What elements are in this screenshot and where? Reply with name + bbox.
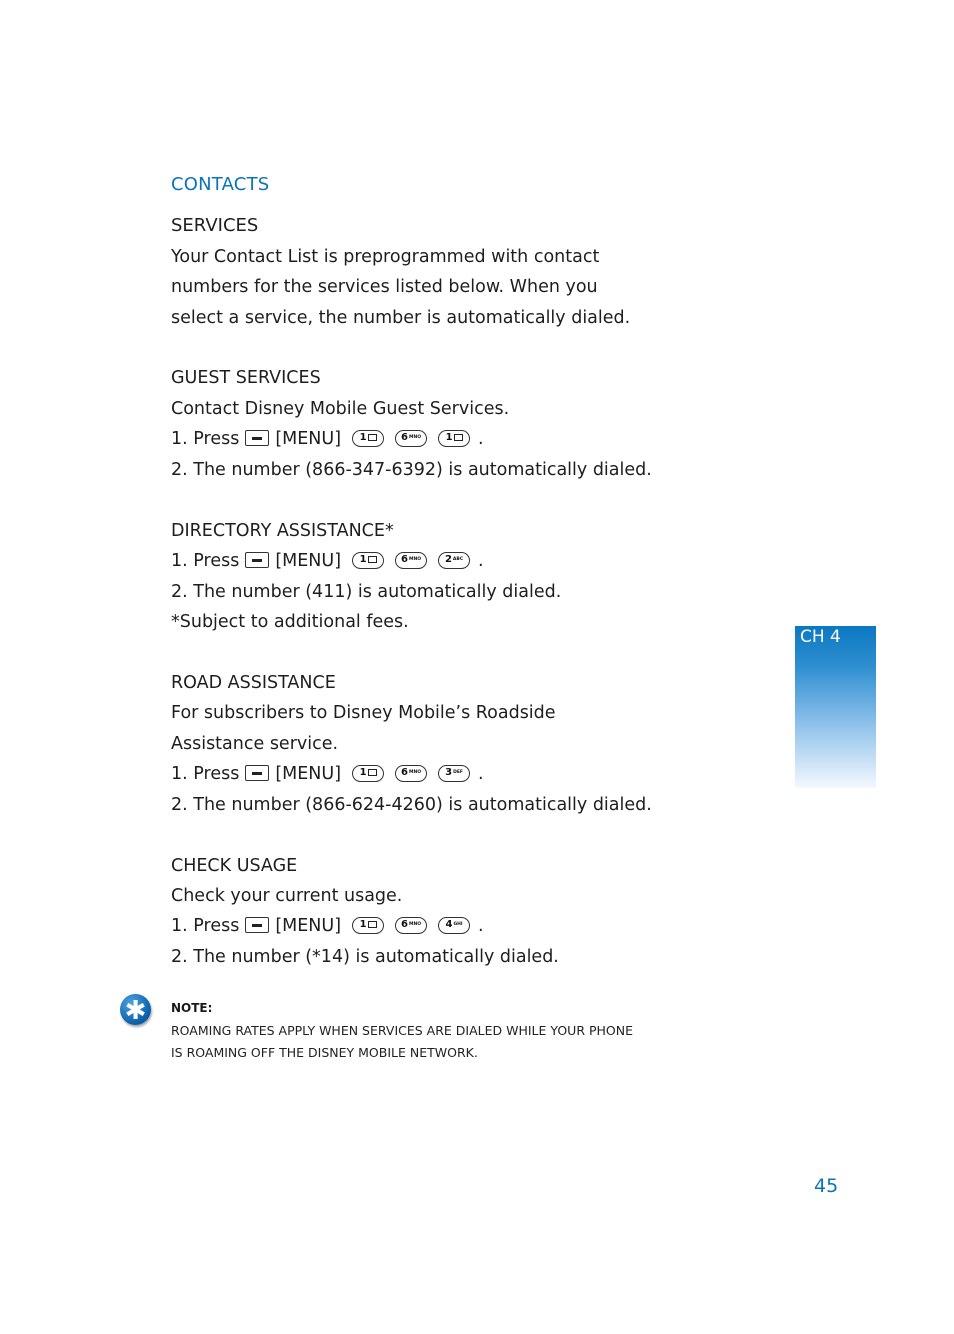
services-intro-line-1: Your Contact List is preprogrammed with contact (171, 247, 600, 267)
check-usage-step-1 (171, 914, 484, 938)
key-6-icon: 6 MNO (395, 430, 427, 447)
key-6-icon: 6 MNO (395, 917, 427, 934)
menu-label: [MENU] (275, 764, 342, 784)
road-assistance-step-2: 2. The number (866-624-4260) is automatically dialed. (171, 795, 652, 815)
key-2-icon: 2 ABC (438, 552, 470, 569)
key-3-icon: 3 DEF (438, 765, 470, 782)
key-1-icon: 1 (352, 552, 384, 569)
key-6-icon: 6 MNO (395, 765, 427, 782)
check-usage-title: CHECK USAGE (171, 856, 298, 876)
directory-assistance-footnote: *Subject to additional fees. (171, 612, 409, 632)
check-usage-step-2: 2. The number (*14) is automatically dialed. (171, 947, 559, 967)
period: . (478, 429, 484, 449)
step-prefix: 1. Press (171, 551, 240, 571)
menu-label: [MENU] (275, 429, 342, 449)
page-number: 45 (814, 1175, 839, 1197)
key-1-icon: 1 (352, 917, 384, 934)
guest-services-step-2: 2. The number (866-347-6392) is automatically dialed. (171, 460, 652, 480)
note-line-2: IS ROAMING OFF THE DISNEY MOBILE NETWORK. (171, 1045, 478, 1060)
road-assistance-desc-line-1: For subscribers to Disney Mobile’s Roadside (171, 703, 556, 723)
menu-label: [MENU] (275, 916, 342, 936)
road-assistance-step-1 (171, 762, 484, 786)
road-assistance-desc-line-2: Assistance service. (171, 734, 339, 754)
left-softkey-icon (245, 552, 269, 568)
chapter-tab (795, 626, 876, 788)
check-usage-desc: Check your current usage. (171, 886, 403, 906)
step-prefix: 1. Press (171, 764, 240, 784)
note-line-1: ROAMING RATES APPLY WHEN SERVICES ARE DIALED WHILE YOUR PHONE (171, 1023, 633, 1038)
note-heading: NOTE: (171, 1001, 213, 1015)
services-title: SERVICES (171, 215, 259, 236)
directory-assistance-title: DIRECTORY ASSISTANCE* (171, 521, 394, 541)
key-6-icon: 6 MNO (395, 552, 427, 569)
road-assistance-title: ROAD ASSISTANCE (171, 673, 336, 693)
guest-services-desc: Contact Disney Mobile Guest Services. (171, 399, 510, 419)
left-softkey-icon (245, 917, 269, 933)
left-softkey-icon (245, 765, 269, 781)
section-title: CONTACTS (171, 174, 270, 195)
period: . (478, 916, 484, 936)
period: . (478, 764, 484, 784)
services-intro-line-2: numbers for the services listed below. When you (171, 277, 598, 297)
key-1-icon: 1 (352, 765, 384, 782)
directory-assistance-step-1 (171, 549, 484, 573)
guest-services-step-1 (171, 427, 484, 451)
asterisk-note-icon: ✱ (120, 994, 151, 1025)
left-softkey-icon (245, 430, 269, 446)
key-1-icon: 1 (438, 430, 470, 447)
key-4-icon: 4 GHI (438, 917, 470, 934)
guest-services-title: GUEST SERVICES (171, 368, 321, 388)
step-prefix: 1. Press (171, 429, 240, 449)
directory-assistance-step-2: 2. The number (411) is automatically dialed. (171, 582, 562, 602)
period: . (478, 551, 484, 571)
menu-label: [MENU] (275, 551, 342, 571)
services-intro-line-3: select a service, the number is automatically dialed. (171, 308, 631, 328)
key-1-icon: 1 (352, 430, 384, 447)
chapter-tab-label: CH 4 (800, 627, 841, 647)
step-prefix: 1. Press (171, 916, 240, 936)
